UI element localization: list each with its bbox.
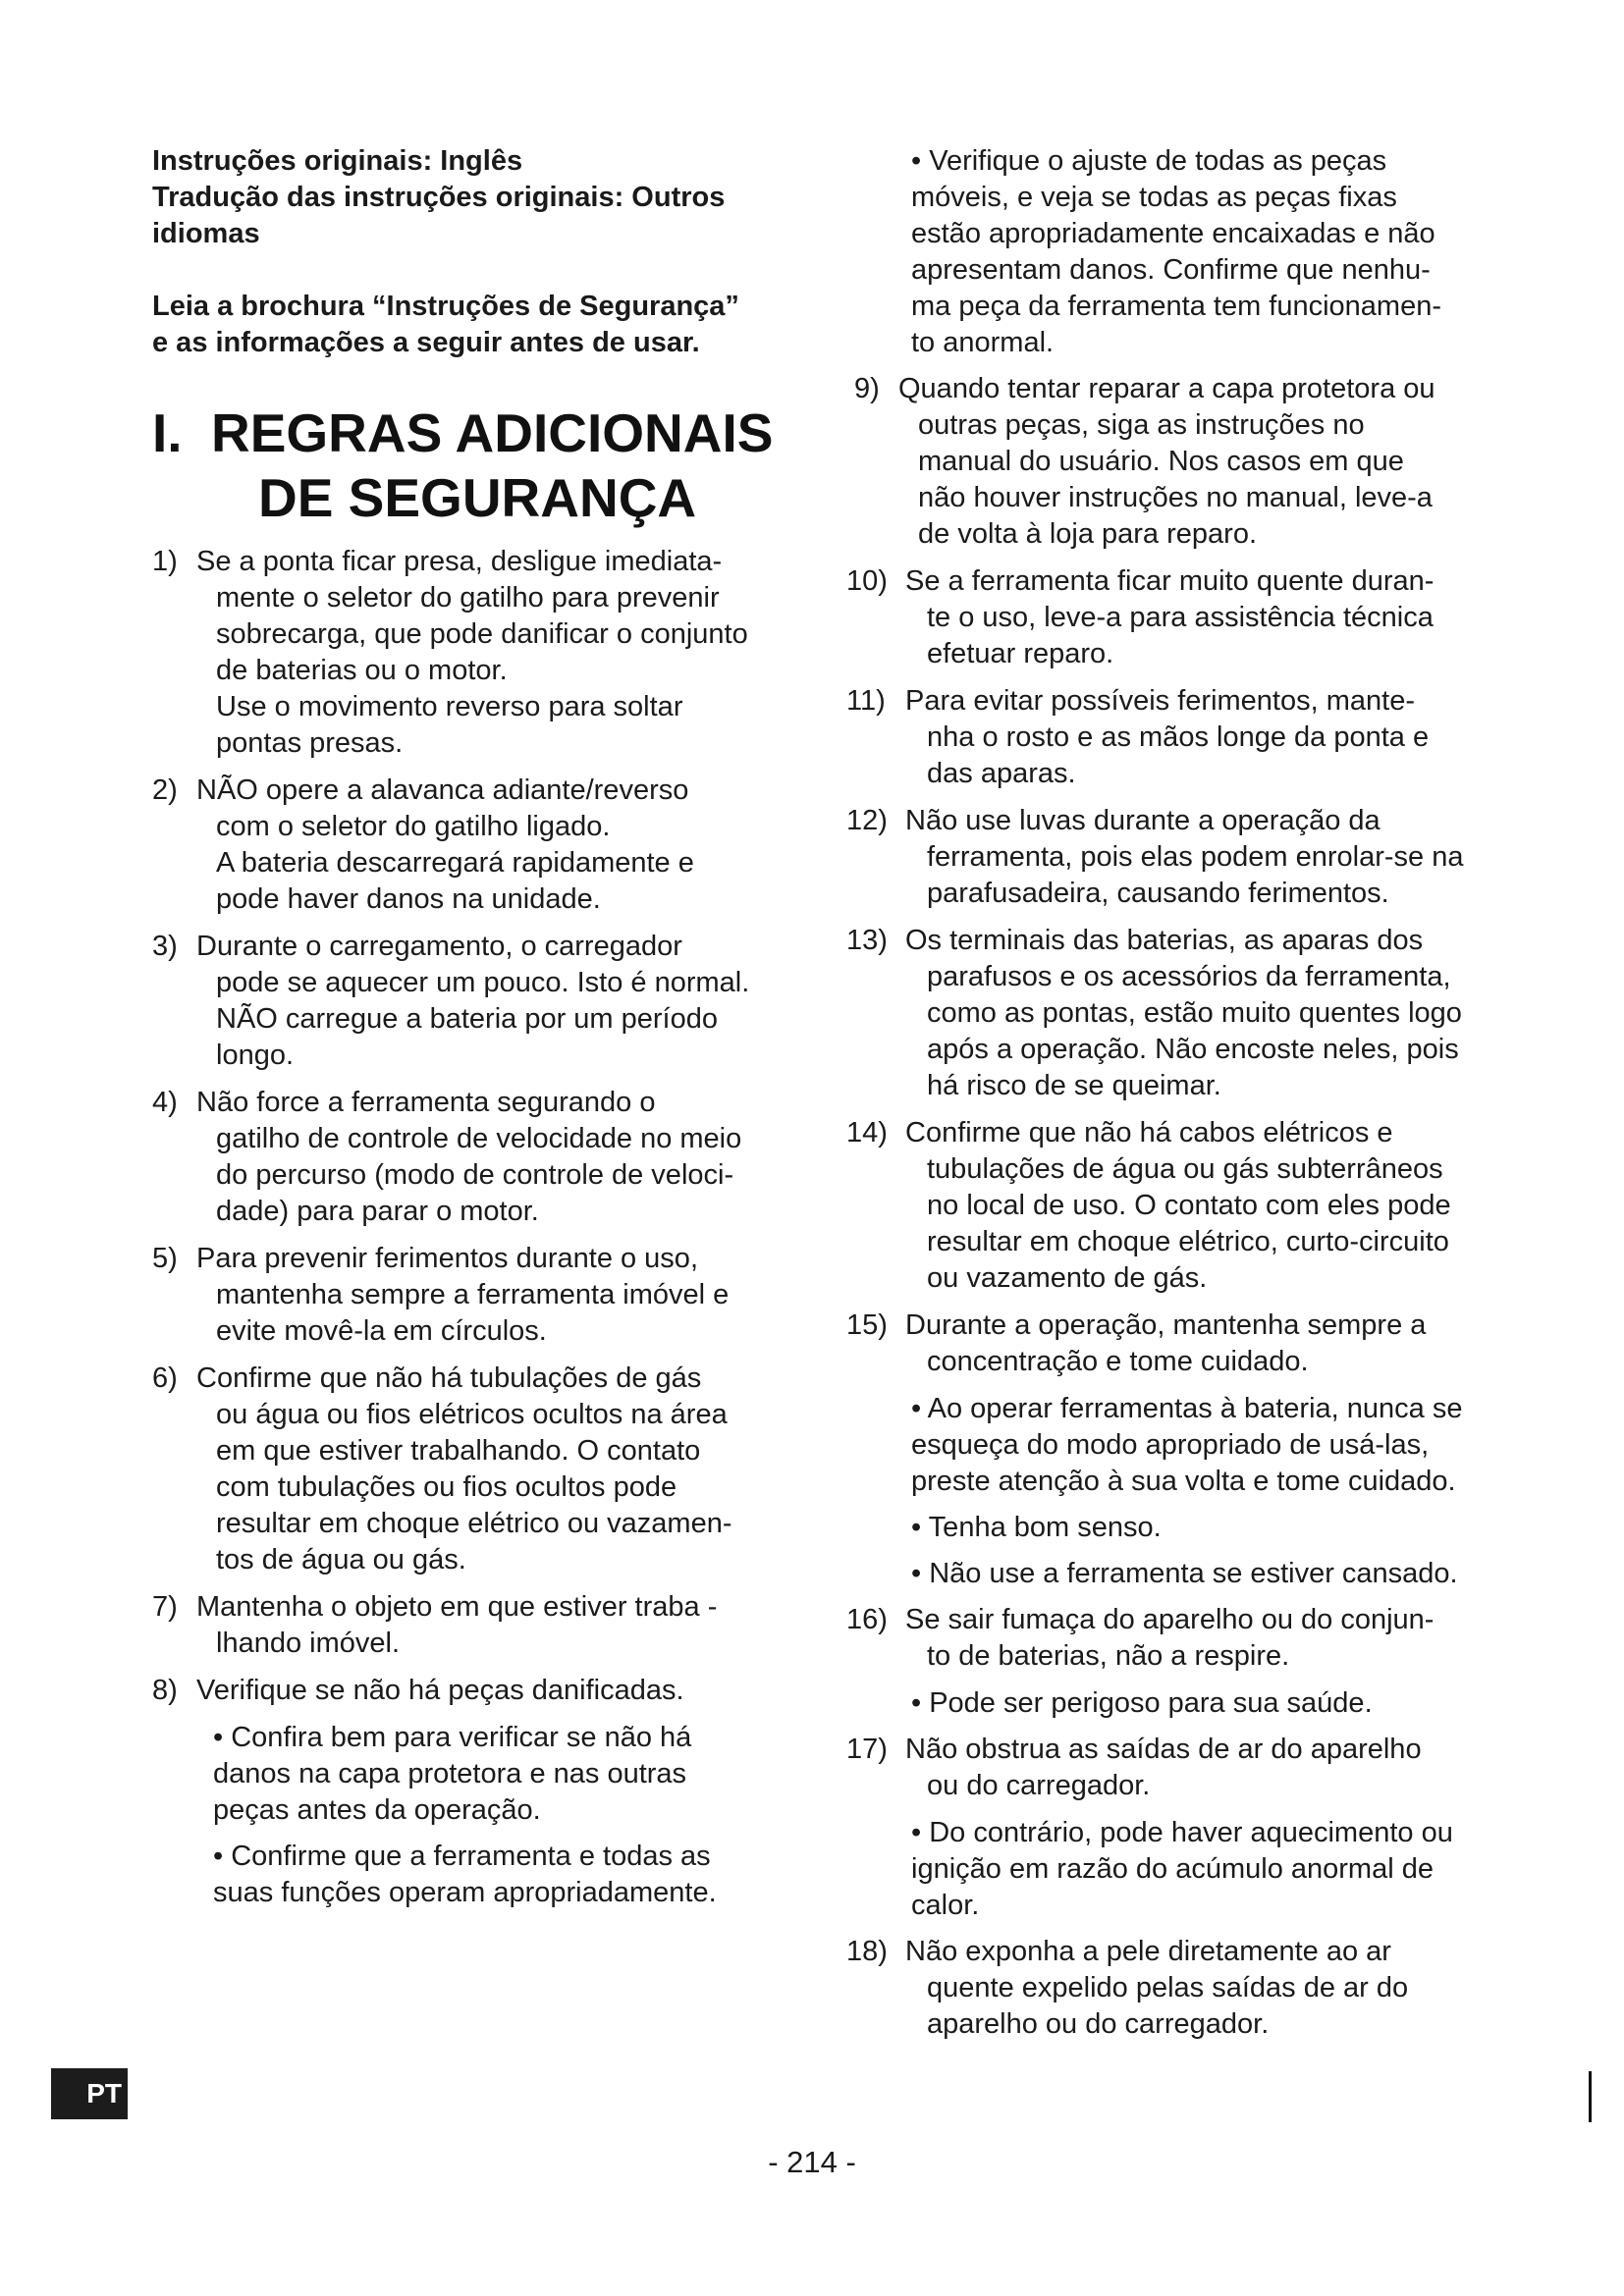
list-item xyxy=(152,1673,781,1709)
item-text: Verifique se não há peças danificadas. xyxy=(196,1675,684,1706)
list-item xyxy=(846,803,1492,912)
list-item xyxy=(152,929,781,1074)
item-text: Para evitar possíveis ferimentos, mante- nha o rosto e as mãos longe da ponta e das aparas. xyxy=(905,685,1430,789)
section-title-line2: DE SEGURANÇA xyxy=(258,467,697,528)
bullet-item: • Confira bem para verificar se não há danos na capa protetora e nas outras peças antes da operação. xyxy=(213,1722,692,1826)
left-column xyxy=(152,143,781,1921)
item-number: 16) xyxy=(846,1604,888,1635)
item-text: Confirme que não há cabos elétricos e tubulações de água ou gás subterrâneos no local de uso. O contato com eles pode resultar em choque elétrico, curto-circuito ou vazamento de gás. xyxy=(905,1117,1451,1294)
bullet-item: • Do contrário, pode haver aquecimento ou ignição em razão do acúmulo anormal de calor. xyxy=(911,1817,1453,1921)
page-number: - 214 - xyxy=(768,2145,856,2179)
item-number: 13) xyxy=(846,925,888,956)
list-item xyxy=(152,1241,781,1350)
bullet-item: • Pode ser perigoso para sua saúde. xyxy=(911,1687,1373,1719)
list-item xyxy=(854,371,1492,553)
section-number: I. xyxy=(152,402,183,463)
item-number: 8) xyxy=(152,1675,178,1706)
item-number: 18) xyxy=(846,1936,888,1967)
item-text: Não force a ferramenta segurando o gatilho de controle de velocidade no meio do percurso (modo de controle de veloci- dade) para parar o motor. xyxy=(196,1087,742,1227)
right-column xyxy=(846,143,1492,2054)
item-text: Mantenha o objeto em que estiver traba - lhando imóvel. xyxy=(196,1591,718,1659)
list-item xyxy=(152,1589,781,1662)
item-number: 12) xyxy=(846,805,888,836)
item-text: Se a ponta ficar presa, desligue imediata- mente o seletor do gatilho para prevenir sobrecarga, que pode danificar o conjunto de baterias ou o motor. xyxy=(196,546,748,686)
list-item xyxy=(846,1732,1492,1804)
item-number: 2) xyxy=(152,774,178,806)
item-number: 5) xyxy=(152,1243,178,1274)
item-text: Para prevenir ferimentos durante o uso, mantenha sempre a ferramenta imóvel e evite movê-la em círculos. xyxy=(196,1243,730,1347)
item-text: Durante o carregamento, o carregador pode se aquecer um pouco. Isto é normal. NÃO carregue a bateria por um período longo. xyxy=(196,931,750,1071)
item-number: 14) xyxy=(846,1117,888,1148)
bullet-item: • Confirme que a ferramenta e todas as suas funções operam apropriadamente. xyxy=(213,1841,717,1908)
item-number: 17) xyxy=(846,1734,888,1765)
list-item xyxy=(152,1361,781,1578)
item-text: Os terminais das baterias, as aparas dos parafusos e os acessórios da ferramenta, como as pontas, estão muito quentes logo após a operação. Não encoste neles, pois há risco de se queimar. xyxy=(905,925,1462,1101)
bullet-item: • Ao operar ferramentas à bateria, nunca se esqueça do modo apropriado de usá-las, preste atenção à sua volta e tome cuidado. xyxy=(911,1393,1463,1497)
item-text: Não exponha a pele diretamente ao ar quente expelido pelas saídas de ar do aparelho ou do carregador. xyxy=(905,1936,1409,2040)
translation-line-cont: idiomas xyxy=(152,218,260,249)
list-item xyxy=(846,923,1492,1104)
item-text: Não obstrua as saídas de ar do aparelho ou do carregador. xyxy=(905,1734,1422,1801)
list-item xyxy=(846,683,1492,792)
item-number: 15) xyxy=(846,1309,888,1341)
list-item xyxy=(846,1602,1492,1675)
read-brochure-line-cont: e as informações a seguir antes de usar. xyxy=(152,327,700,358)
translation-line: Tradução das instruções originais: Outros xyxy=(152,182,726,213)
bullet-item: • Tenha bom senso. xyxy=(911,1512,1162,1543)
original-instructions-line: Instruções originais: Inglês xyxy=(152,145,523,177)
item-text: Se a ferramenta ficar muito quente duran- te o uso, leve-a para assistência técnica efetuar reparo. xyxy=(905,565,1435,669)
page-edge-mark xyxy=(1589,2071,1592,2122)
list-item xyxy=(152,773,781,918)
item-number: 4) xyxy=(152,1087,178,1118)
list-item xyxy=(846,1934,1492,2043)
bullet-item: • Não use a ferramenta se estiver cansado. xyxy=(911,1558,1458,1589)
item-text: Confirme que não há tubulações de gás ou água ou fios elétricos ocultos na área em que estiver trabalhando. O contato com tubulações ou fios ocultos pode resultar em choque elétrico ou vazamen- tos de água ou gás. xyxy=(196,1362,732,1575)
item-text: Se sair fumaça do aparelho ou do conjun- to de baterias, não a respire. xyxy=(905,1604,1435,1672)
item-number: 10) xyxy=(846,565,888,597)
item-text: Quando tentar reparar a capa protetora ou outras peças, siga as instruções no manual do usuário. Nos casos em que não houver instruções no manual, leve-a de volta à loja para reparo. xyxy=(898,373,1435,550)
item-number: 6) xyxy=(152,1362,178,1394)
item-text: Não use luvas durante a operação da ferramenta, pois elas podem enrolar-se na parafusadeira, causando ferimentos. xyxy=(905,805,1464,909)
item-number: 1) xyxy=(152,546,178,577)
list-item xyxy=(846,563,1492,672)
item-number: 9) xyxy=(854,373,880,404)
list-item xyxy=(846,1115,1492,1297)
item-text-extra: A bateria descarregará rapidamente e pode haver danos na unidade. xyxy=(216,847,694,915)
section-title xyxy=(152,400,781,530)
item-number: 7) xyxy=(152,1591,178,1623)
item-number: 11) xyxy=(846,685,886,717)
item-text: Durante a operação, mantenha sempre a concentração e tome cuidado. xyxy=(905,1309,1427,1377)
section-title-line1: REGRAS ADICIONAIS xyxy=(211,402,774,463)
bullet-item: • Verifique o ajuste de todas as peças móveis, e veja se todas as peças fixas estão apropriadamente encaixadas e não apresentam danos. Confirme que nenhu- ma peça da ferramenta tem funcionamen- to anormal. xyxy=(911,145,1441,358)
read-brochure-line: Leia a brochura “Instruções de Segurança” xyxy=(152,291,739,322)
item-text: NÃO opere a alavanca adiante/reverso com o seletor do gatilho ligado. xyxy=(196,774,689,842)
list-item xyxy=(846,1308,1492,1380)
language-tab: PT xyxy=(51,2068,128,2119)
list-item xyxy=(152,544,781,762)
item-number: 3) xyxy=(152,931,178,962)
list-item xyxy=(152,1085,781,1230)
item-text-extra: Use o movimento reverso para soltar pontas presas. xyxy=(216,691,683,759)
